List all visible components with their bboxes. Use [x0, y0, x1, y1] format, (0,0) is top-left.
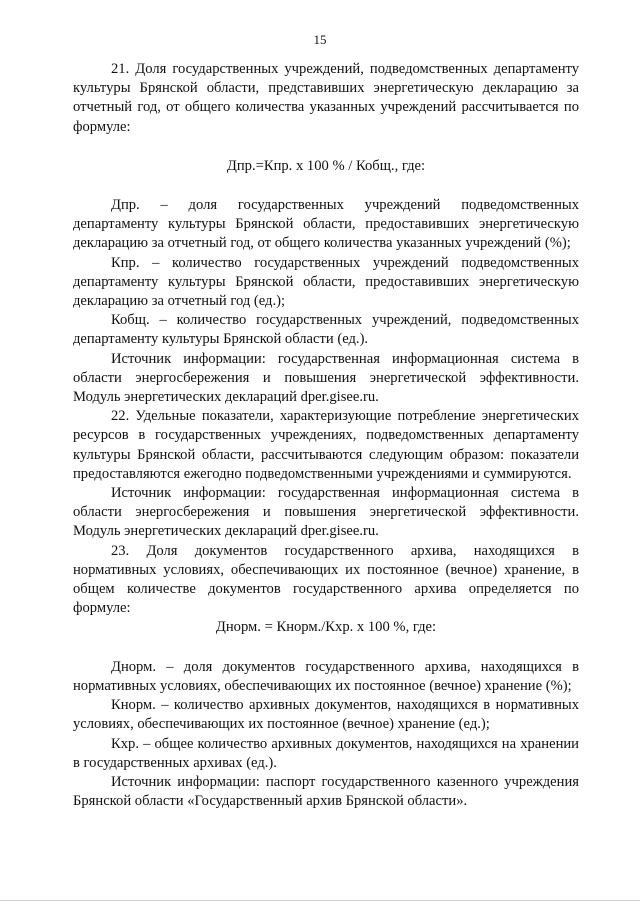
paragraph-21: 21. Доля государственных учреждений, подведомственных департаменту культуры Брянской области, представивших энергетическую декларацию за отчетный год, от общего количества указанных учреждений рассчитывается по формуле: [73, 61, 579, 135]
source-paragraph-3: Источник информации: паспорт государственного казенного учреждения Брянской области «Государственный архив Брянской области». [73, 773, 579, 810]
page-number: 15 [313, 32, 327, 47]
definition-knorm: Кнорм. – количество архивных документов, находящихся в нормативных условиях, обеспечивающих их постоянное (вечное) хранение (ед.); [73, 697, 579, 733]
formula-dnorm: Днорм. = Кнорм./Кхр. х 100 %, где: [215, 619, 437, 636]
document-body [73, 60, 579, 811]
definition-kpr: Кпр. – количество государственных учреждений подведомственных департаменту культуры Брянской области, предоставивших энергетическую декларацию за отчетный год (ед.); [73, 254, 579, 310]
source-paragraph-1: Источник информации: государственная информационная система в области энергосбережения и повышения энергетической эффективности. Модуль энергетических деклараций dper.gisee.ru. [73, 350, 579, 406]
source-paragraph-2: Источник информации: государственная информационная система в области энергосбережения и повышения энергетической эффективности. Модуль энергетических деклараций dper.gisee.ru. [73, 485, 579, 540]
spacer [73, 137, 579, 157]
definition-dpr: Дпр. – доля государственных учреждений подведомственных департаменту культуры Брянской области, предоставивших энергетическую декларацию за отчетный год, от общего количества указанных учреждений (%); [73, 197, 579, 252]
definition-dnorm: Днорм. – доля документов государственного архива, находящихся в нормативных условиях, обеспечивающих их постоянное (вечное) хранение (%); [73, 658, 579, 694]
spacer [73, 638, 579, 658]
page-bottom-edge [0, 900, 640, 901]
formula-dpr: Дпр.=Кпр. х 100 % / Кобщ., где: [226, 157, 426, 174]
definition-kobsh: Кобщ. – количество государственных учреждений, подведомственных департаменту культуры Брянской области (ед.). [73, 312, 579, 348]
spacer [73, 176, 579, 196]
paragraph-22: 22. Удельные показатели, характеризующие потребление энергетических ресурсов в государственных учреждениях, подведомственных департаменту культуры Брянской области, рассчитываются следующим образом: показатели предоставляются ежегодно подведомственными учреждениями и суммируются. [73, 408, 579, 482]
definition-khr: Кхр. – общее количество архивных документов, находящихся на хранении в государственных архивах (ед.). [73, 735, 579, 771]
paragraph-23: 23. Доля документов государственного архива, находящихся в нормативных условиях, обеспечивающих их постоянное (вечное) хранение, в общем количестве документов государственного архива определяется по формуле: [73, 542, 579, 617]
